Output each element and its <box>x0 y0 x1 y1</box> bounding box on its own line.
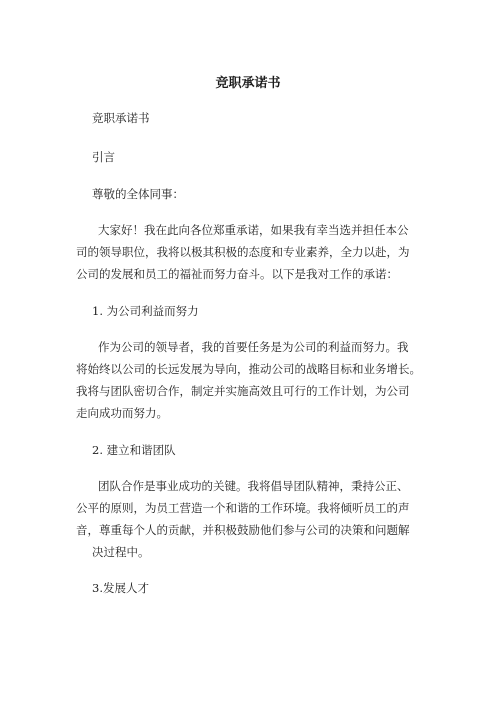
section-heading-1: 1. 为公司利益而努力 <box>92 304 199 318</box>
paragraph-line: 音，尊重每个人的贡献，并积极鼓励他们参与公司的决策和问题解 <box>76 523 410 537</box>
paragraph-line: 我将与团队密切合作，制定并实施高效且可行的工作计划，为公司 <box>76 384 410 398</box>
section-heading-2: 2. 建立和谐团队 <box>92 443 176 457</box>
section-heading-3: 3.发展人才 <box>92 581 149 595</box>
paragraph-line: 走向成功而努力。 <box>76 406 168 420</box>
paragraph-line: 公平的原则，为员工营造一个和谐的工作环境。我将倾听员工的声 <box>76 501 410 515</box>
paragraph-line: 司的领导职位，我将以极其积极的态度和专业素养，全力以赴，为 <box>76 245 410 259</box>
paragraph-line: 团队合作是事业成功的关键。我将倡导团队精神，秉持公正、 <box>98 479 409 493</box>
paragraph-line: 公司的发展和员工的福祉而努力奋斗。以下是我对工作的承诺： <box>76 267 398 281</box>
paragraph-line: 决过程中。 <box>92 545 150 559</box>
paragraph-line: 将始终以公司的长远发展为导向，推动公司的战略目标和业务增长。 <box>76 362 421 376</box>
salutation: 尊敬的全体同事： <box>92 187 184 201</box>
doc-heading: 竞职承诺书 <box>92 111 150 125</box>
paragraph-line: 作为公司的领导者，我的首要任务是为公司的利益而努力。我 <box>98 340 409 354</box>
document-title: 竞职承诺书 <box>215 76 281 91</box>
paragraph-line: 大家好！我在此向各位郑重承诺，如果我有幸当选并担任本公 <box>98 223 409 237</box>
section-intro-label: 引言 <box>92 150 115 164</box>
